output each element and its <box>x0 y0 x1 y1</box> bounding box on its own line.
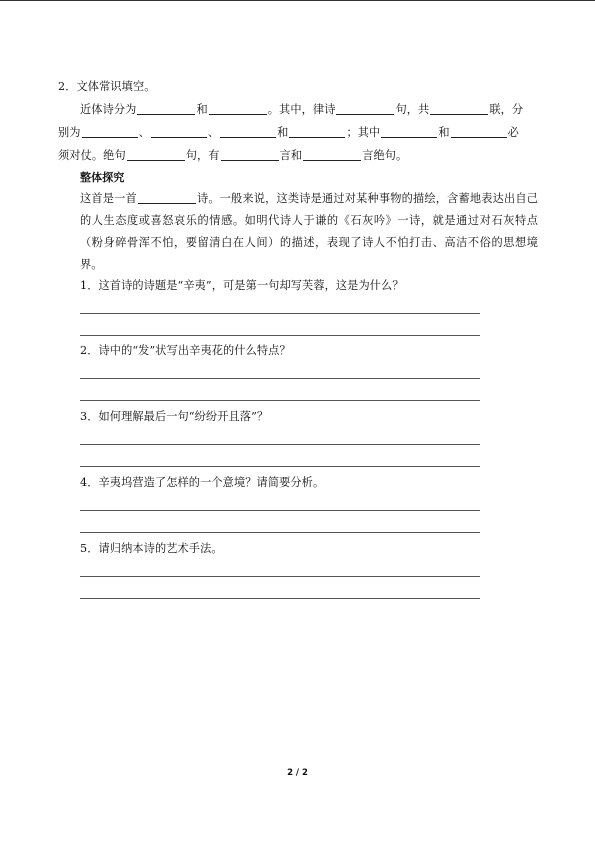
blank-field[interactable] <box>209 101 267 115</box>
question-3: 3．如何理解最后一句“纷纷开且落”？ <box>80 410 269 423</box>
blank-field[interactable] <box>221 147 279 161</box>
blank-field[interactable] <box>127 147 185 161</box>
section-title-overall: 整体探究 <box>80 171 125 184</box>
fill-line-1: 近体诗分为 和 。其中，律诗 句，共 联，分 <box>80 103 524 116</box>
page-number: 2 / 2 <box>287 768 308 778</box>
answer-line[interactable] <box>80 598 480 599</box>
answer-line[interactable] <box>80 444 480 445</box>
answer-line[interactable] <box>80 510 480 511</box>
blank-field[interactable] <box>303 147 361 161</box>
answer-line[interactable] <box>80 466 480 467</box>
fill-line-3: 须对仗。绝句 句，有 言和 言绝句。 <box>58 149 408 162</box>
blank-field[interactable] <box>151 124 207 138</box>
answer-line[interactable] <box>80 313 480 314</box>
header-rule <box>0 0 595 1</box>
question-1: 1．这首诗的诗题是“辛夷”，可是第一句却写芙蓉，这是为什么？ <box>80 279 404 292</box>
answer-line[interactable] <box>80 335 480 336</box>
question-2: 2．诗中的“发”状写出辛夷花的什么特点？ <box>80 344 291 357</box>
section-heading-genre: 2．文体常识填空。 <box>58 80 156 93</box>
answer-line[interactable] <box>80 576 480 577</box>
question-5: 5．请归纳本诗的艺术手法。 <box>80 542 223 555</box>
blank-field[interactable] <box>289 124 345 138</box>
intro-paragraph: 这首是一首 诗。一般来说，这类诗是通过对某种事物的描绘，含蓄地表达出自己的人生态度或喜怒哀乐的情感。如明代诗人于谦的《石灰吟》一诗，就是通过对石灰特点（粉身碎骨浑不怕，要留清白在人间）的描述，表现了诗人不怕打击、高洁不俗的思想境界。 <box>80 192 538 271</box>
blank-field[interactable] <box>220 124 276 138</box>
blank-field[interactable] <box>137 101 195 115</box>
answer-line[interactable] <box>80 532 480 533</box>
question-4: 4．辛夷坞营造了怎样的一个意境？请简要分析。 <box>80 476 325 489</box>
blank-field[interactable] <box>430 101 488 115</box>
fill-line-2: 别为 、 、 和 ；其中 和 必 <box>58 126 519 139</box>
answer-line[interactable] <box>80 400 480 401</box>
blank-field[interactable] <box>381 124 437 138</box>
blank-field[interactable] <box>138 190 196 204</box>
blank-field[interactable] <box>82 124 138 138</box>
answer-line[interactable] <box>80 378 480 379</box>
blank-field[interactable] <box>451 124 507 138</box>
blank-field[interactable] <box>336 101 394 115</box>
